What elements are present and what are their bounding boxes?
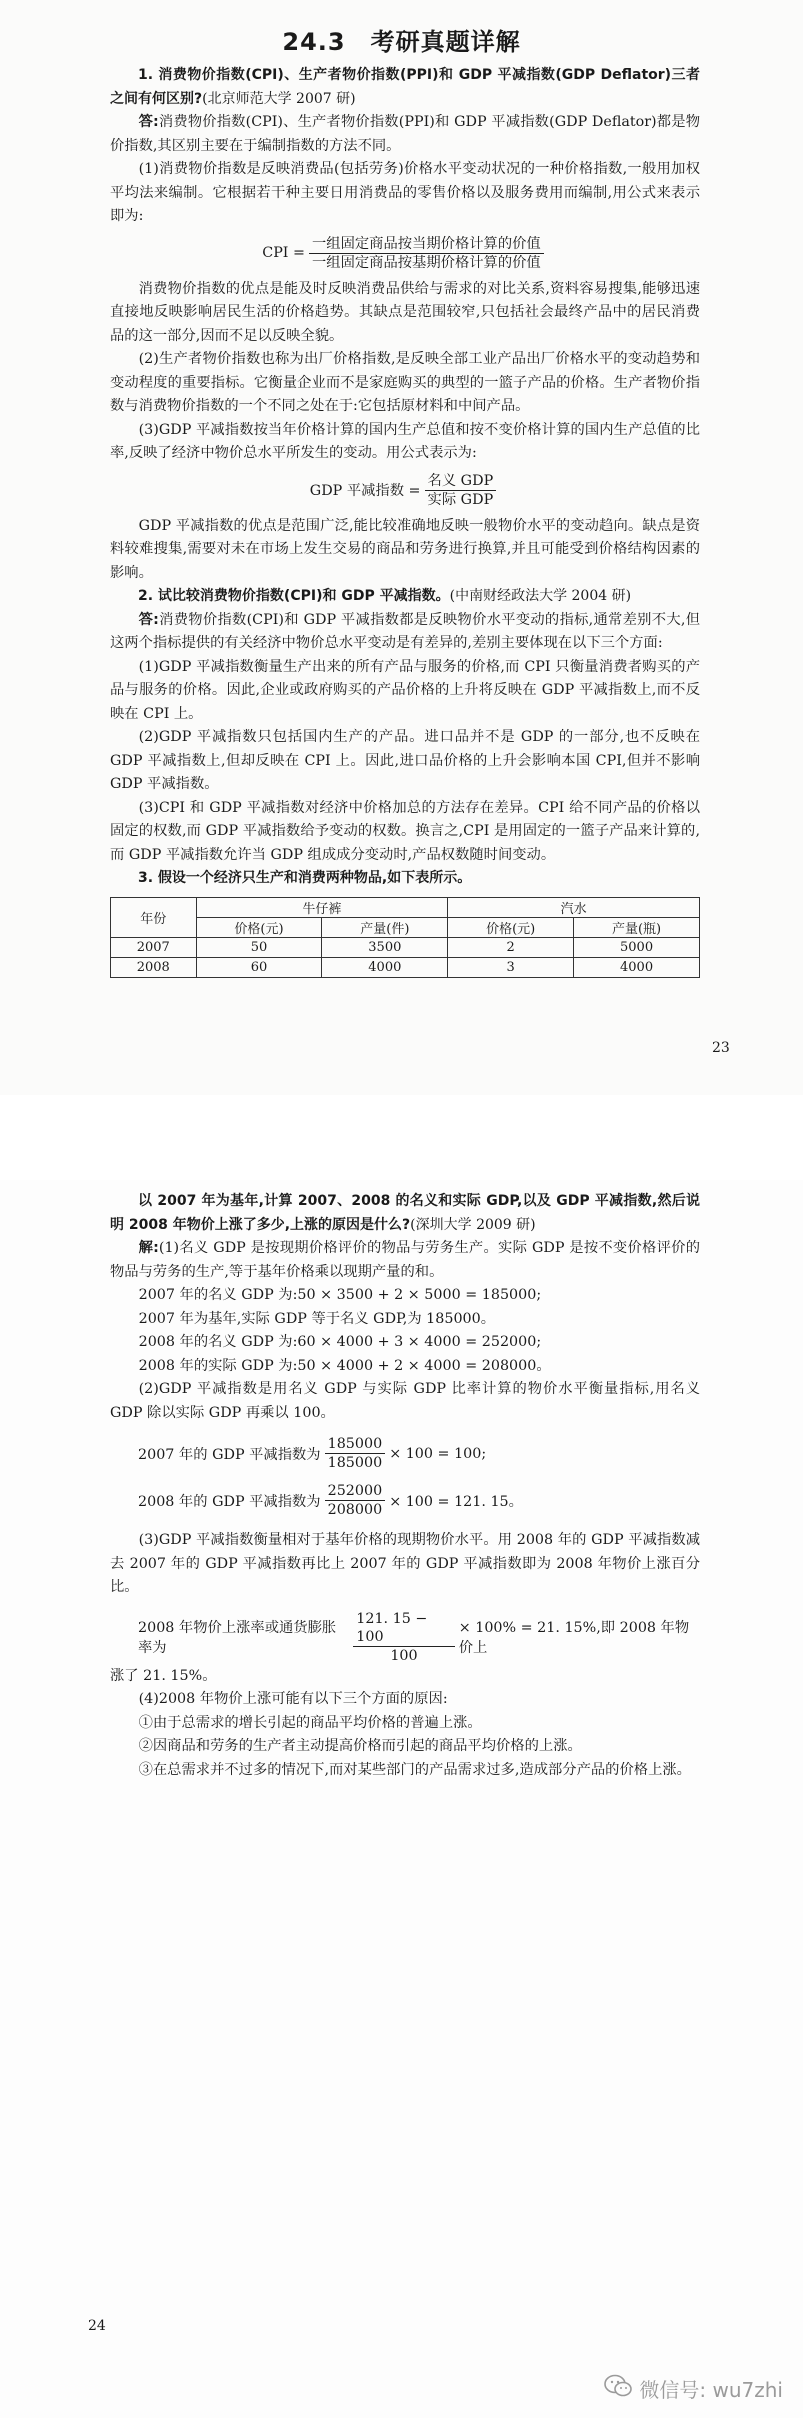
question-1-source: (北京师范大学 2007 研) (202, 90, 356, 107)
cpi-formula-lhs: CPI = (262, 245, 305, 261)
answer-2-point-2: (2)GDP 平减指数只包括国内生产的产品。进口品并不是 GDP 的一部分,也不反映在 GDP 平减指数上,但却反映在 CPI 上。因此,进口品价格的上升会影响本国 CPI,但并不影响 GDP 平减指数。 (110, 729, 700, 792)
reason-2: ②因商品和劳务的生产者主动提高价格而引起的商品平均价格的上涨。 (138, 1738, 582, 1754)
wechat-icon (603, 2373, 633, 2404)
table-subheader-row (111, 917, 700, 937)
page-number: 24 (88, 2318, 106, 2334)
watermark-text: 微信号: wu7zhi (639, 2378, 783, 2402)
solution-label: 解: (138, 1240, 159, 1256)
table-cell: 3 (448, 957, 574, 977)
solution-part-4: (4)2008 年物价上涨可能有以下三个方面的原因: (138, 1691, 448, 1707)
formula-numerator: 121. 15 − 100 (353, 1610, 454, 1647)
sub-header: 价格(元) (448, 917, 574, 937)
solution-part-2: (2)GDP 平减指数是用名义 GDP 与实际 GDP 比率计算的物价水平衡量指标,用名义 GDP 除以实际 GDP 再乘以 100。 (110, 1381, 700, 1421)
solution-part-3: (3)GDP 平减指数衡量相对于基年价格的现期物价水平。用 2008 年的 GDP 平减指数减去 2007 年的 GDP 平减指数再比上 2007 年的 GDP 平减指数即为 2008 年物价上涨百分比。 (110, 1532, 700, 1595)
formula-numerator: 185000 (325, 1435, 386, 1454)
deflator-fraction (425, 472, 497, 509)
formula-rhs: × 100 = 121. 15。 (389, 1493, 523, 1510)
reason-1: ①由于总需求的增长引起的商品平均价格的普遍上涨。 (138, 1714, 482, 1731)
table-row (111, 937, 700, 957)
year-header: 年份 (111, 897, 197, 937)
table-cell: 2007 (111, 937, 197, 957)
page-number: 23 (712, 1040, 730, 1056)
deflator-formula-lhs: GDP 平减指数 = (309, 483, 421, 499)
question-3-source: (深圳大学 2009 研) (410, 1216, 536, 1233)
table-cell: 2 (448, 937, 574, 957)
cpi-formula (110, 235, 700, 272)
formula-fraction (325, 1435, 386, 1472)
question-1: 1. 消费物价指数(CPI)、生产者物价指数(PPI)和 GDP 平减指数(GDP Deflator)三者之间有何区别?(北京师范大学 2007 研) (110, 67, 700, 107)
answer-1-cpi-eval: 消费物价指数的优点是能及时反映消费品供给与需求的对比关系,资料容易搜集,能够迅速直接地反映影响居民生活的价格趋势。其缺点是范围较窄,只包括社会最终产品中的居民消费品的这一部分,因而不足以反映全貌。 (110, 280, 700, 344)
answer-2-intro: 答:消费物价指数(CPI)和 GDP 平减指数都是反映物价水平变动的指标,通常差别不大,但这两个指标提供的有关经济中物价总水平变动是有差异的,差别主要体现在以下三个方面: (110, 611, 701, 651)
table-cell: 3500 (322, 937, 448, 957)
table-cell: 4000 (322, 957, 448, 977)
formula-rhs: × 100 = 100; (389, 1445, 487, 1462)
answer-1-intro: 答:消费物价指数(CPI)、生产者物价指数(PPI)和 GDP 平减指数(GDP Deflator)都是物价指数,其区别主要在于编制指数的方法不同。 (110, 114, 700, 154)
watermark (603, 2373, 783, 2404)
formula-fraction (325, 1482, 386, 1519)
formula-denominator: 185000 (327, 1455, 383, 1471)
table-cell: 60 (196, 957, 322, 977)
data-table (110, 897, 700, 978)
question-3: 3. 假设一个经济只生产和消费两种物品,如下表所示。 (138, 870, 472, 886)
table-cell: 2008 (111, 957, 197, 977)
formula-lhs: 2008 年的 GDP 平减指数为 (138, 1493, 321, 1510)
formula-denominator: 208000 (327, 1502, 383, 1518)
answer-2-point-3: (3)CPI 和 GDP 平减指数对经济中价格加总的方法存在差异。CPI 给不同产品的价格以固定的权数,而 GDP 平减指数给予变动的权数。换言之,CPI 是用固定的一篮子产品来计算的,而 GDP 平减指数允许当 GDP 组成成分变动时,产品权数随时间变动。 (110, 799, 700, 863)
table-cell: 50 (196, 937, 322, 957)
page-23 (0, 0, 803, 1095)
solution-part-1: 解:(1)名义 GDP 是按现期价格评价的物品与劳务生产。实际 GDP 是按不变价格评价的物品与劳务的生产,等于基年价格乘以现期产量的和。 (110, 1240, 701, 1280)
calc-line: 2008 年的名义 GDP 为:60 × 4000 + 3 × 4000 = 252000; (138, 1334, 542, 1350)
table-cell: 4000 (574, 957, 700, 977)
reason-3: ③在总需求并不过多的情况下,而对某些部门的产品需求过多,造成部分产品的价格上涨。 (138, 1761, 691, 1778)
cpi-denominator: 一组固定商品按基期价格计算的价值 (311, 254, 541, 271)
formula-lhs: 2007 年的 GDP 平减指数为 (138, 1446, 321, 1463)
page-24 (0, 1180, 803, 2418)
deflator-2008-formula (110, 1482, 700, 1519)
section-title: 24.3 考研真题详解 (282, 28, 521, 56)
deflator-2007-formula (110, 1435, 700, 1472)
group-header-jeans: 牛仔裤 (196, 897, 448, 917)
group-header-soda: 汽水 (448, 897, 700, 917)
formula-numerator: 252000 (325, 1482, 386, 1501)
deflator-numerator: 名义 GDP (425, 472, 497, 491)
table-header-row (111, 897, 700, 917)
answer-1-ppi: (2)生产者物价指数也称为出厂价格指数,是反映全部工业产品出厂价格水平的变动趋势和变动程度的重要指标。它衡量企业而不是家庭购买的典型的一篮子产品的价格。生产者物价指数与消费物价指数的一个不同之处在于:它包括原材料和中间产品。 (110, 351, 700, 414)
inflation-formula (110, 1610, 700, 1665)
answer-1-deflator-eval: GDP 平减指数的优点是范围广泛,能比较准确地反映一般物价水平的变动趋向。缺点是资料较难搜集,需要对未在市场上发生交易的商品和劳务进行换算,并且可能受到价格结构因素的影响。 (110, 517, 700, 581)
deflator-formula (110, 472, 700, 509)
calc-line: 2008 年的实际 GDP 为:50 × 4000 + 2 × 4000 = 208000。 (138, 1357, 551, 1374)
sub-header: 价格(元) (196, 917, 322, 937)
calc-line: 2007 年为基年,实际 GDP 等于名义 GDP,为 185000。 (138, 1310, 496, 1327)
sub-header: 产量(件) (322, 917, 448, 937)
formula-rhs: × 100% = 21. 15%,即 2008 年物价上 (458, 1620, 690, 1656)
cpi-numerator: 一组固定商品按当期价格计算的价值 (309, 235, 544, 254)
inflation-formula-continued: 涨了 21. 15%。 (110, 1667, 217, 1684)
sub-header: 产量(瓶) (574, 917, 700, 937)
page-24-body (110, 1190, 700, 1782)
formula-fraction (353, 1610, 454, 1665)
question-2: 2. 试比较消费物价指数(CPI)和 GDP 平减指数。(中南财经政法大学 2004 研) (138, 588, 632, 604)
table-row (111, 957, 700, 977)
question-2-source: (中南财经政法大学 2004 研) (449, 588, 632, 604)
formula-denominator: 100 (390, 1647, 418, 1664)
formula-lhs: 2008 年物价上涨率或通货膨胀率为 (138, 1620, 337, 1656)
answer-label: 答: (138, 114, 159, 130)
answer-1-deflator: (3)GDP 平减指数按当年价格计算的国内生产总值和按不变价格计算的国内生产总值的比率,反映了经济中物价总水平所发生的变动。用公式表示为: (110, 421, 700, 461)
question-3-continued: 以 2007 年为基年,计算 2007、2008 的名义和实际 GDP,以及 GDP 平减指数,然后说明 2008 年物价上涨了多少,上涨的原因是什么?(深圳大学 2009 研) (110, 1193, 700, 1233)
answer-label: 答: (138, 611, 159, 628)
calc-line: 2007 年的名义 GDP 为:50 × 3500 + 2 × 5000 = 185000; (138, 1287, 542, 1303)
cpi-fraction (309, 235, 544, 272)
answer-1-cpi: (1)消费物价指数是反映消费品(包括劳务)价格水平变动状况的一种价格指数,一般用加权平均法来编制。它根据若干种主要日用消费品的零售价格以及服务费用而编制,用公式来表示即为: (110, 161, 700, 224)
page-23-body (110, 64, 700, 978)
deflator-denominator: 实际 GDP (427, 491, 494, 508)
answer-2-point-1: (1)GDP 平减指数衡量生产出来的所有产品与服务的价格,而 CPI 只衡量消费者购买的产品与服务的价格。因此,企业或政府购买的产品价格的上升将反映在 GDP 平减指数上,而不反映在 CPI 上。 (110, 658, 700, 722)
table-cell: 5000 (574, 937, 700, 957)
